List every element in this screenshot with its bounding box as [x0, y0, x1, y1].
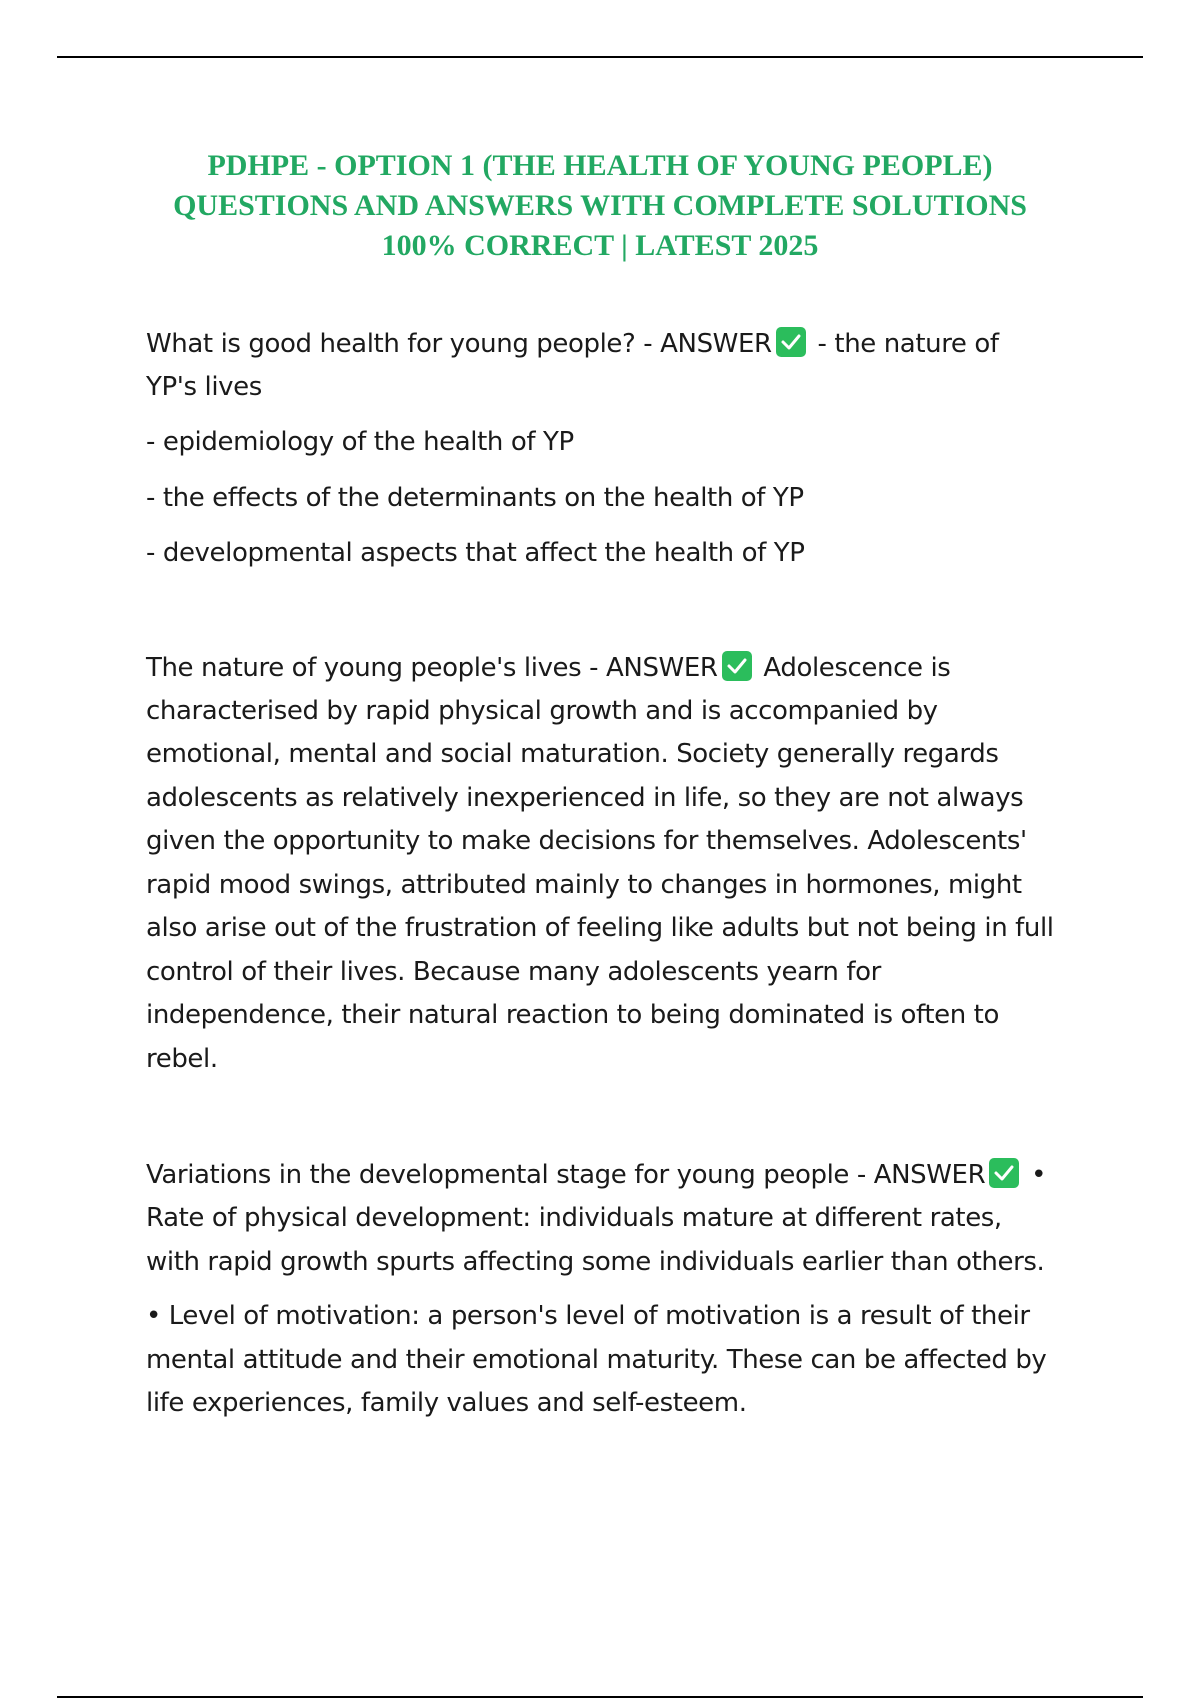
qa-3-answer-line: • Level of motivation: a person's level of motivation is a result of their [146, 1301, 1030, 1331]
qa-2-first-line [146, 647, 950, 690]
qa-2-answer-line: adolescents as relatively inexperienced in life, so they are not always [146, 783, 1024, 813]
qa-3-answer-line: with rapid growth spurts affecting some individuals earlier than others. [146, 1247, 1045, 1277]
qa-1-question: What is good health for young people? - ANSWER [146, 329, 772, 359]
check-box-icon [722, 651, 752, 681]
qa-3-answer-line: Rate of physical development: individuals mature at different rates, [146, 1203, 1002, 1233]
title-line-1: PDHPE - OPTION 1 (THE HEALTH OF YOUNG PEOPLE) [207, 149, 993, 182]
qa-1-answer-line: - the effects of the determinants on the health of YP [146, 483, 804, 513]
qa-2-answer-line: control of their lives. Because many adolescents yearn for [146, 957, 881, 987]
header-rule [57, 56, 1143, 58]
qa-2-answer-line: rapid mood swings, attributed mainly to changes in hormones, might [146, 870, 1022, 900]
qa-3-answer-line: mental attitude and their emotional maturity. These can be affected by [146, 1345, 1047, 1375]
qa-2-answer-line: emotional, mental and social maturation. Society generally regards [146, 739, 999, 769]
qa-1-answer-line: - developmental aspects that affect the health of YP [146, 538, 805, 568]
title-line-2: QUESTIONS AND ANSWERS WITH COMPLETE SOLUTIONS [173, 189, 1027, 222]
check-box-icon [776, 327, 806, 357]
qa-1-answer-start: - the nature of [809, 329, 999, 359]
qa-3-first-line [146, 1154, 1046, 1197]
qa-3-question: Variations in the developmental stage for young people - ANSWER [146, 1160, 986, 1190]
document-title [130, 146, 1070, 266]
qa-2-answer-line: given the opportunity to make decisions for themselves. Adolescents' [146, 826, 1027, 856]
qa-1-first-line [146, 323, 999, 366]
qa-2-answer-line: also arise out of the frustration of feeling like adults but not being in full [146, 913, 1054, 943]
title-line-3: 100% CORRECT | LATEST 2025 [381, 229, 819, 262]
footer-rule [57, 1696, 1143, 1698]
qa-2-answer-line: independence, their natural reaction to being dominated is often to [146, 1000, 999, 1030]
qa-2-question: The nature of young people's lives - ANSWER [146, 653, 718, 683]
check-box-icon [989, 1158, 1019, 1188]
qa-3-answer-start: • [1023, 1160, 1047, 1190]
qa-1-answer-line: YP's lives [146, 372, 262, 402]
qa-3-answer-line: life experiences, family values and self-esteem. [146, 1388, 747, 1418]
qa-2-answer-line: rebel. [146, 1044, 218, 1074]
qa-2-answer-start: Adolescence is [755, 653, 951, 683]
qa-2-answer-line: characterised by rapid physical growth and is accompanied by [146, 696, 938, 726]
qa-1-answer-line: - epidemiology of the health of YP [146, 427, 574, 457]
